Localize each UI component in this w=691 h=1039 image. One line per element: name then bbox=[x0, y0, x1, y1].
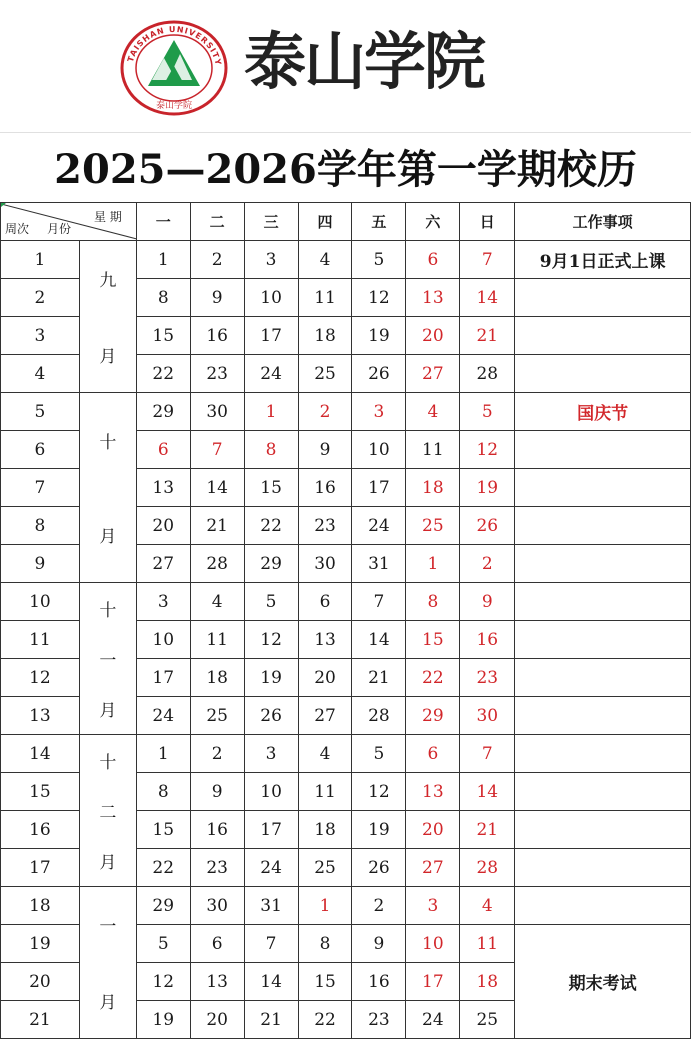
date-cell: 10 bbox=[352, 431, 406, 469]
date-cell: 8 bbox=[136, 773, 190, 811]
date-cell: 5 bbox=[460, 393, 515, 431]
date-cell: 29 bbox=[136, 887, 190, 925]
date-cell: 16 bbox=[298, 469, 352, 507]
date-cell: 2 bbox=[190, 241, 244, 279]
day-header-tue: 二 bbox=[190, 203, 244, 241]
header-divider bbox=[0, 132, 691, 133]
work-item-cell bbox=[515, 545, 691, 583]
week-row bbox=[1, 393, 691, 431]
week-number: 8 bbox=[1, 507, 80, 545]
date-cell: 7 bbox=[244, 925, 298, 963]
date-cell: 1 bbox=[298, 887, 352, 925]
date-cell: 25 bbox=[460, 1001, 515, 1039]
date-cell: 8 bbox=[406, 583, 460, 621]
date-cell: 9 bbox=[298, 431, 352, 469]
work-item-cell bbox=[515, 431, 691, 469]
week-number: 9 bbox=[1, 545, 80, 583]
date-cell: 9 bbox=[190, 773, 244, 811]
date-cell: 4 bbox=[190, 583, 244, 621]
date-cell: 13 bbox=[406, 279, 460, 317]
date-cell: 5 bbox=[136, 925, 190, 963]
work-item-cell bbox=[515, 659, 691, 697]
date-cell: 4 bbox=[298, 735, 352, 773]
date-cell: 24 bbox=[136, 697, 190, 735]
month-cell bbox=[79, 583, 136, 735]
date-cell: 22 bbox=[136, 849, 190, 887]
corner-header bbox=[1, 203, 137, 241]
date-cell: 15 bbox=[298, 963, 352, 1001]
date-cell: 19 bbox=[460, 469, 515, 507]
date-cell: 7 bbox=[460, 735, 515, 773]
date-cell: 15 bbox=[136, 317, 190, 355]
work-item-cell bbox=[515, 507, 691, 545]
date-cell: 29 bbox=[406, 697, 460, 735]
day-header-sun: 日 bbox=[460, 203, 515, 241]
date-cell: 13 bbox=[298, 621, 352, 659]
header bbox=[0, 0, 691, 132]
work-item-cell bbox=[515, 735, 691, 773]
work-item-cell bbox=[515, 697, 691, 735]
date-cell: 6 bbox=[298, 583, 352, 621]
date-cell: 26 bbox=[244, 697, 298, 735]
date-cell: 11 bbox=[298, 773, 352, 811]
date-cell: 18 bbox=[460, 963, 515, 1001]
month-char: 十 bbox=[99, 752, 117, 773]
date-cell: 30 bbox=[298, 545, 352, 583]
work-item-cell bbox=[515, 887, 691, 925]
seal-arc-text: TAISHAN UNIVERSITY bbox=[126, 24, 223, 67]
date-cell: 11 bbox=[406, 431, 460, 469]
date-cell: 1 bbox=[136, 735, 190, 773]
date-cell: 14 bbox=[190, 469, 244, 507]
date-cell: 4 bbox=[460, 887, 515, 925]
date-cell: 8 bbox=[136, 279, 190, 317]
date-cell: 11 bbox=[298, 279, 352, 317]
week-number: 6 bbox=[1, 431, 80, 469]
date-cell: 10 bbox=[136, 621, 190, 659]
date-cell: 17 bbox=[244, 811, 298, 849]
date-cell: 15 bbox=[244, 469, 298, 507]
week-number: 14 bbox=[1, 735, 80, 773]
day-header-thu: 四 bbox=[298, 203, 352, 241]
day-header-sat: 六 bbox=[406, 203, 460, 241]
final-exam-note: 期末考试 bbox=[515, 925, 691, 1039]
date-cell: 12 bbox=[244, 621, 298, 659]
date-cell: 27 bbox=[298, 697, 352, 735]
month-char: 一 bbox=[99, 917, 117, 938]
date-cell: 27 bbox=[136, 545, 190, 583]
week-number: 2 bbox=[1, 279, 80, 317]
date-cell: 28 bbox=[352, 697, 406, 735]
date-cell: 17 bbox=[352, 469, 406, 507]
date-cell: 24 bbox=[352, 507, 406, 545]
date-cell: 22 bbox=[244, 507, 298, 545]
work-item-cell bbox=[515, 355, 691, 393]
date-cell: 5 bbox=[352, 735, 406, 773]
week-number: 3 bbox=[1, 317, 80, 355]
date-cell: 16 bbox=[190, 317, 244, 355]
date-cell: 14 bbox=[244, 963, 298, 1001]
date-cell: 2 bbox=[352, 887, 406, 925]
date-cell: 25 bbox=[406, 507, 460, 545]
date-cell: 24 bbox=[244, 849, 298, 887]
date-cell: 3 bbox=[136, 583, 190, 621]
date-cell: 19 bbox=[244, 659, 298, 697]
work-item-cell bbox=[515, 811, 691, 849]
date-cell: 2 bbox=[298, 393, 352, 431]
date-cell: 10 bbox=[244, 279, 298, 317]
date-cell: 22 bbox=[298, 1001, 352, 1039]
date-cell: 1 bbox=[244, 393, 298, 431]
date-cell: 21 bbox=[244, 1001, 298, 1039]
date-cell: 7 bbox=[190, 431, 244, 469]
date-cell: 18 bbox=[298, 317, 352, 355]
week-number: 18 bbox=[1, 887, 80, 925]
week-number: 20 bbox=[1, 963, 80, 1001]
school-name: 泰山学院 bbox=[244, 25, 485, 98]
date-cell: 17 bbox=[406, 963, 460, 1001]
date-cell: 14 bbox=[460, 279, 515, 317]
week-number: 15 bbox=[1, 773, 80, 811]
date-cell: 18 bbox=[190, 659, 244, 697]
date-cell: 4 bbox=[406, 393, 460, 431]
date-cell: 31 bbox=[244, 887, 298, 925]
work-item-cell: 9月1日正式上课 bbox=[515, 241, 691, 279]
date-cell: 6 bbox=[406, 735, 460, 773]
month-cell bbox=[79, 735, 136, 887]
date-cell: 13 bbox=[136, 469, 190, 507]
week-number: 1 bbox=[1, 241, 80, 279]
week-row bbox=[1, 241, 691, 279]
month-cell bbox=[79, 393, 136, 583]
month-char: 十 bbox=[99, 600, 117, 621]
date-cell: 3 bbox=[352, 393, 406, 431]
week-number: 21 bbox=[1, 1001, 80, 1039]
date-cell: 6 bbox=[136, 431, 190, 469]
work-item-cell bbox=[515, 279, 691, 317]
date-cell: 18 bbox=[298, 811, 352, 849]
date-cell: 13 bbox=[406, 773, 460, 811]
date-cell: 21 bbox=[460, 811, 515, 849]
date-cell: 23 bbox=[190, 355, 244, 393]
date-cell: 10 bbox=[244, 773, 298, 811]
date-cell: 26 bbox=[352, 849, 406, 887]
month-char: 十 bbox=[99, 432, 117, 453]
date-cell: 17 bbox=[136, 659, 190, 697]
seal-inner-text: 泰山学院 bbox=[155, 101, 193, 111]
week-row bbox=[1, 735, 691, 773]
month-char: 月 bbox=[99, 992, 117, 1013]
date-cell: 31 bbox=[352, 545, 406, 583]
date-cell: 15 bbox=[136, 811, 190, 849]
date-cell: 9 bbox=[460, 583, 515, 621]
date-cell: 27 bbox=[406, 849, 460, 887]
date-cell: 8 bbox=[244, 431, 298, 469]
date-cell: 28 bbox=[190, 545, 244, 583]
date-cell: 12 bbox=[460, 431, 515, 469]
week-number: 16 bbox=[1, 811, 80, 849]
work-item-cell bbox=[515, 773, 691, 811]
date-cell: 23 bbox=[460, 659, 515, 697]
date-cell: 14 bbox=[352, 621, 406, 659]
month-char: 月 bbox=[99, 346, 117, 367]
date-cell: 3 bbox=[406, 887, 460, 925]
date-cell: 21 bbox=[460, 317, 515, 355]
date-cell: 30 bbox=[190, 887, 244, 925]
work-item-cell: 国庆节 bbox=[515, 393, 691, 431]
date-cell: 3 bbox=[244, 241, 298, 279]
month-char: 月 bbox=[99, 527, 117, 548]
month-cell bbox=[79, 887, 136, 1039]
week-number: 12 bbox=[1, 659, 80, 697]
date-cell: 2 bbox=[190, 735, 244, 773]
date-cell: 20 bbox=[406, 811, 460, 849]
week-number: 7 bbox=[1, 469, 80, 507]
week-row bbox=[1, 887, 691, 925]
week-number: 13 bbox=[1, 697, 80, 735]
date-cell: 8 bbox=[298, 925, 352, 963]
month-char: 九 bbox=[99, 271, 117, 292]
work-items-header: 工作事项 bbox=[515, 203, 691, 241]
date-cell: 26 bbox=[460, 507, 515, 545]
date-cell: 25 bbox=[298, 849, 352, 887]
date-cell: 20 bbox=[298, 659, 352, 697]
date-cell: 12 bbox=[352, 773, 406, 811]
week-row bbox=[1, 583, 691, 621]
date-cell: 19 bbox=[352, 811, 406, 849]
date-cell: 7 bbox=[460, 241, 515, 279]
date-cell: 28 bbox=[460, 355, 515, 393]
header-row bbox=[1, 203, 691, 241]
date-cell: 25 bbox=[298, 355, 352, 393]
date-cell: 21 bbox=[190, 507, 244, 545]
week-number: 17 bbox=[1, 849, 80, 887]
work-item-cell bbox=[515, 621, 691, 659]
date-cell: 23 bbox=[298, 507, 352, 545]
week-number: 11 bbox=[1, 621, 80, 659]
date-cell: 14 bbox=[460, 773, 515, 811]
work-item-cell bbox=[515, 317, 691, 355]
date-cell: 24 bbox=[244, 355, 298, 393]
date-cell: 5 bbox=[244, 583, 298, 621]
month-label: 月份 bbox=[47, 222, 72, 236]
week-number: 5 bbox=[1, 393, 80, 431]
month-cell bbox=[79, 241, 136, 393]
date-cell: 16 bbox=[460, 621, 515, 659]
date-cell: 16 bbox=[190, 811, 244, 849]
date-cell: 30 bbox=[460, 697, 515, 735]
weekday-label: 星 期 bbox=[93, 210, 122, 224]
work-item-cell bbox=[515, 583, 691, 621]
date-cell: 13 bbox=[190, 963, 244, 1001]
work-item-cell bbox=[515, 849, 691, 887]
date-cell: 9 bbox=[190, 279, 244, 317]
month-char: 一 bbox=[99, 650, 117, 671]
date-cell: 6 bbox=[406, 241, 460, 279]
date-cell: 20 bbox=[406, 317, 460, 355]
month-char: 二 bbox=[99, 802, 117, 823]
date-cell: 7 bbox=[352, 583, 406, 621]
date-cell: 20 bbox=[190, 1001, 244, 1039]
day-header-mon: 一 bbox=[136, 203, 190, 241]
month-char: 月 bbox=[99, 701, 117, 722]
date-cell: 29 bbox=[244, 545, 298, 583]
work-item-cell bbox=[515, 469, 691, 507]
date-cell: 22 bbox=[406, 659, 460, 697]
date-cell: 6 bbox=[190, 925, 244, 963]
date-cell: 17 bbox=[244, 317, 298, 355]
date-cell: 18 bbox=[406, 469, 460, 507]
day-header-fri: 五 bbox=[352, 203, 406, 241]
date-cell: 23 bbox=[190, 849, 244, 887]
week-number: 4 bbox=[1, 355, 80, 393]
date-cell: 28 bbox=[460, 849, 515, 887]
date-cell: 27 bbox=[406, 355, 460, 393]
date-cell: 12 bbox=[136, 963, 190, 1001]
date-cell: 25 bbox=[190, 697, 244, 735]
date-cell: 19 bbox=[352, 317, 406, 355]
date-cell: 23 bbox=[352, 1001, 406, 1039]
week-number-label: 周次 bbox=[5, 222, 30, 236]
date-cell: 24 bbox=[406, 1001, 460, 1039]
date-cell: 9 bbox=[352, 925, 406, 963]
month-char: 月 bbox=[99, 853, 117, 874]
date-cell: 26 bbox=[352, 355, 406, 393]
date-cell: 3 bbox=[244, 735, 298, 773]
date-cell: 29 bbox=[136, 393, 190, 431]
date-cell: 15 bbox=[406, 621, 460, 659]
week-number: 19 bbox=[1, 925, 80, 963]
date-cell: 16 bbox=[352, 963, 406, 1001]
week-number: 10 bbox=[1, 583, 80, 621]
date-cell: 1 bbox=[136, 241, 190, 279]
calendar-table bbox=[0, 202, 691, 1039]
date-cell: 5 bbox=[352, 241, 406, 279]
date-cell: 4 bbox=[298, 241, 352, 279]
date-cell: 20 bbox=[136, 507, 190, 545]
date-cell: 11 bbox=[190, 621, 244, 659]
date-cell: 10 bbox=[406, 925, 460, 963]
date-cell: 12 bbox=[352, 279, 406, 317]
university-seal-logo bbox=[118, 18, 230, 118]
date-cell: 11 bbox=[460, 925, 515, 963]
date-cell: 1 bbox=[406, 545, 460, 583]
date-cell: 30 bbox=[190, 393, 244, 431]
date-cell: 22 bbox=[136, 355, 190, 393]
day-header-wed: 三 bbox=[244, 203, 298, 241]
page-title: 2025—2026学年第一学期校历 bbox=[54, 146, 637, 193]
date-cell: 21 bbox=[352, 659, 406, 697]
date-cell: 2 bbox=[460, 545, 515, 583]
date-cell: 19 bbox=[136, 1001, 190, 1039]
